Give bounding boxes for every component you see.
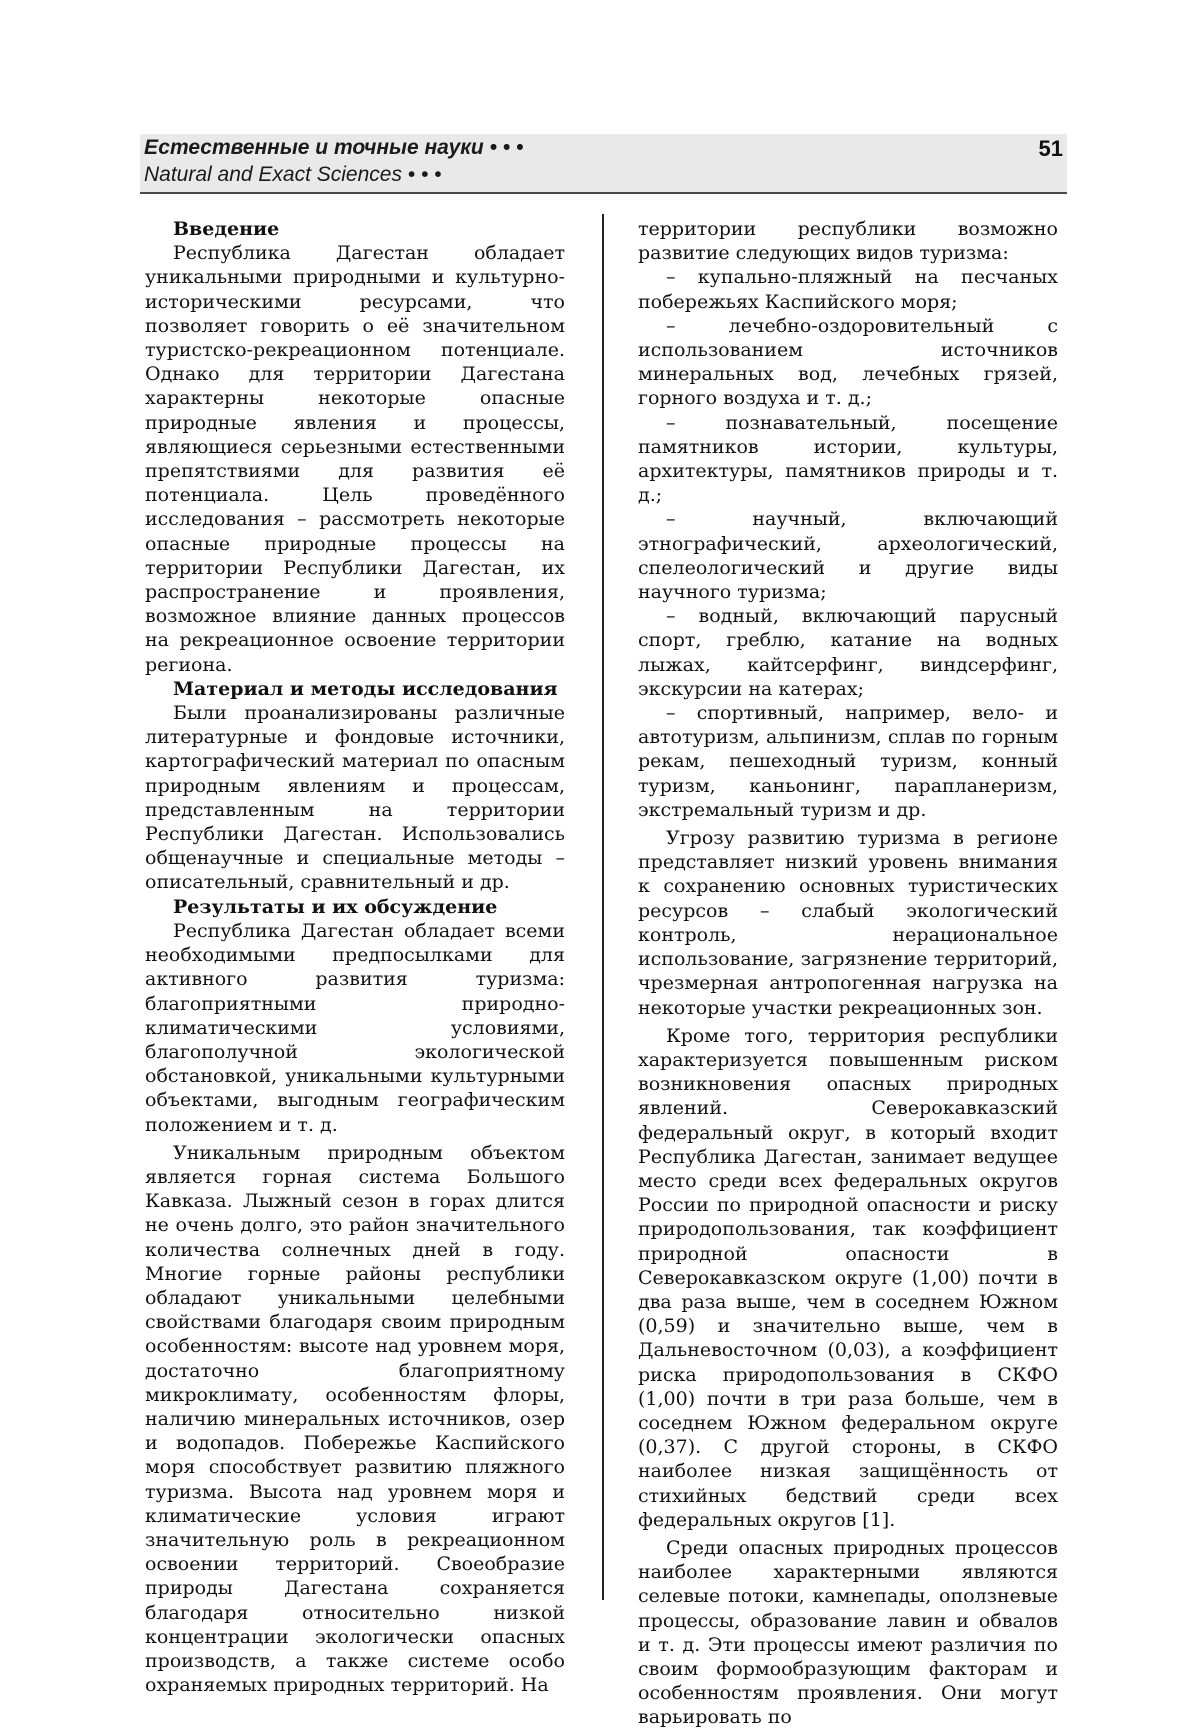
right-column (638, 217, 1058, 1730)
tourism-type-item: – спортивный, например, вело- и автотуризм, альпинизм, сплав по горным рекам, пешеходный туризм, конный туризм, каньонинг, парапланеризм, экстремальный туризм и др. (638, 701, 1058, 822)
continuation-paragraph: территории республики возможно развитие следующих видов туризма: (638, 217, 1058, 265)
section-heading-methods: Материал и методы исследования (145, 677, 565, 701)
journal-title-ru: Естественные и точные науки • • • (144, 136, 523, 160)
tourism-type-item: – водный, включающий парусный спорт, греблю, катание на водных лыжах, кайтсерфинг, виндсерфинг, экскурсии на катерах; (638, 604, 1058, 701)
tourism-type-item: – научный, включающий этнографический, археологический, спелеологический и другие виды научного туризма; (638, 507, 1058, 604)
results-paragraph-1: Республика Дагестан обладает всеми необходимыми предпосылками для активного развития туризма: благоприятными природно-климатическими условиями, благополучной экологической обстановкой, уникальными культурными объектами, выгодным географическим положением и т. д. (145, 919, 565, 1137)
results-paragraph-2: Уникальным природным объектом является горная система Большого Кавказа. Лыжный сезон в горах длится не очень долго, это район значительного количества солнечных дней в году. Многие горные районы республики обладают уникальными целебными свойствами благодаря своим природным особенностям: высоте над уровнем моря, достаточно благоприятному микроклимату, особенностям флоры, наличию минеральных источников, озер и водопадов. Побережье Каспийского моря способствует развитию пляжного туризма. Высота над уровнем моря и климатические условия играют значительную роль в рекреационном освоении территорий. Своеобразие природы Дагестана сохраняется благодаря относительно низкой концентрации экологически опасных производств, а также системе особо охраняемых природных территорий. На (145, 1141, 565, 1698)
section-heading-introduction: Введение (145, 217, 565, 241)
column-divider (602, 214, 604, 1600)
introduction-paragraph: Республика Дагестан обладает уникальными природными и культурно-историческими ресурсами, что позволяет говорить о её значительном туристско-рекреационном потенциале. Однако для территории Дагестана характерны некоторые опасные природные явления и процессы, являющиеся серьезными естественными препятствиями для развития её потенциала. Цель проведённого исследования – рассмотреть некоторые опасные природные процессы на территории Республики Дагестан, их распространение и проявления, возможное влияние данных процессов на рекреационное освоение территории региона. (145, 241, 565, 677)
threat-paragraph: Угрозу развитию туризма в регионе представляет низкий уровень внимания к сохранению основных туристических ресурсов – слабый экологический контроль, нерациональное использование, загрязнение территорий, чрезмерная антропогенная нагрузка на некоторые участки рекреационных зон. (638, 826, 1058, 1020)
tourism-type-item: – познавательный, посещение памятников истории, культуры, архитектуры, памятников природы и т. д.; (638, 411, 1058, 508)
tourism-type-item: – купально-пляжный на песчаных побережьях Каспийского моря; (638, 265, 1058, 313)
journal-title-en: Natural and Exact Sciences • • • (144, 163, 442, 187)
methods-paragraph: Были проанализированы различные литературные и фондовые источники, картографический материал по опасным природным явлениям и процессам, представленным на территории Республики Дагестан. Использовались общенаучные и специальные методы – описательный, сравнительный и др. (145, 701, 565, 895)
tourism-type-item: – лечебно-оздоровительный с использованием источников минеральных вод, лечебных грязей, горного воздуха и т. д.; (638, 314, 1058, 411)
running-header (140, 134, 1067, 194)
processes-paragraph: Среди опасных природных процессов наиболее характерными являются селевые потоки, камнепады, оползневые процессы, образование лавин и обвалов и т. д. Эти процессы имеют различия по своим формообразующим факторам и особенностям проявления. Они могут варьировать по (638, 1536, 1058, 1730)
page-number: 51 (1039, 136, 1063, 162)
risk-paragraph: Кроме того, территория республики характеризуется повышенным риском возникновения опасных природных явлений. Северокавказский федеральный округ, в который входит Республика Дагестан, занимает ведущее место среди всех федеральных округов России по природной опасности и риску природопользования, так коэффициент природной опасности в Северокавказском округе (1,00) почти в два раза выше, чем в соседнем Южном (0,59) и значительно выше, чем в Дальневосточном (0,03), а коэффициент риска природопользования в СКФО (1,00) почти в три раза больше, чем в соседнем Южном федеральном округе (0,37). С другой стороны, в СКФО наиболее низкая защищённость от стихийных бедствий среди всех федеральных округов [1]. (638, 1024, 1058, 1532)
section-heading-results: Результаты и их обсуждение (145, 895, 565, 919)
left-column (145, 217, 565, 1697)
